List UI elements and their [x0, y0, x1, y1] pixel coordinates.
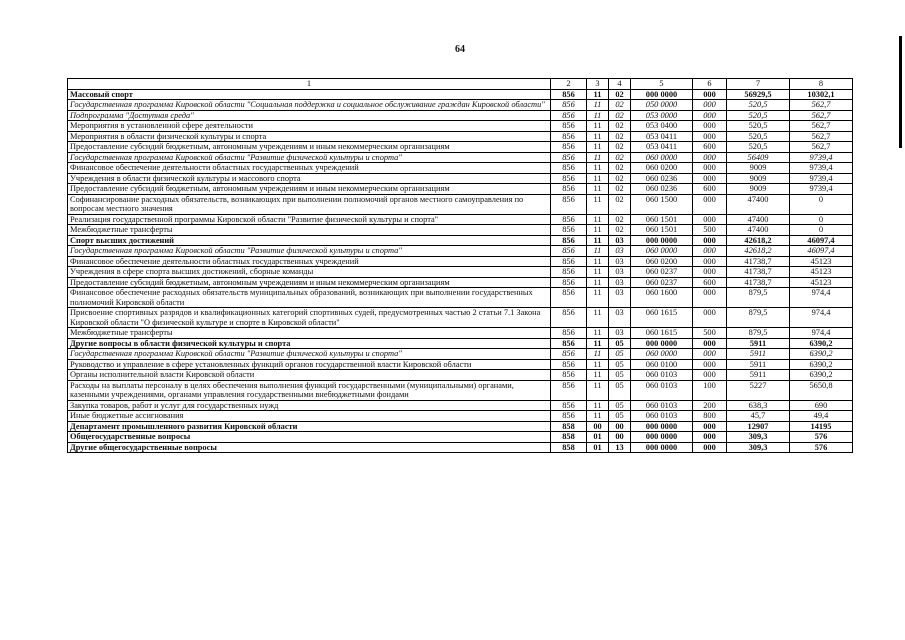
table-row	[68, 432, 853, 443]
row-amount-1-cell: 309,3	[727, 442, 790, 453]
row-name-cell: Государственная программа Кировской области "Развитие физической культуры и спорта"	[68, 246, 551, 257]
row-amount-1-cell: 47400	[727, 225, 790, 236]
row-code-cell: 856	[551, 400, 587, 411]
table-row	[68, 121, 853, 132]
row-name-cell: Государственная программа Кировской области "Развитие физической культуры и спорта"	[68, 152, 551, 163]
table-row	[68, 246, 853, 257]
row-section-cell: 11	[587, 411, 609, 422]
row-name-cell: Реализация государственной программы Кировской области "Развитие физической культуры и спорта"	[68, 214, 551, 225]
row-target-article-cell: 050 0000	[631, 100, 693, 111]
row-subsection-cell: 02	[609, 89, 631, 100]
row-section-cell: 11	[587, 194, 609, 214]
row-expense-type-cell: 000	[693, 89, 727, 100]
header-cell-5: 5	[631, 79, 693, 90]
row-name-cell: Закупка товаров, работ и услуг для государственных нужд	[68, 400, 551, 411]
row-code-cell: 856	[551, 100, 587, 111]
row-amount-2-cell: 45123	[790, 267, 853, 278]
row-subsection-cell: 02	[609, 152, 631, 163]
row-name-cell: Другие общегосударственные вопросы	[68, 442, 551, 453]
row-target-article-cell: 060 0237	[631, 267, 693, 278]
row-target-article-cell: 000 0000	[631, 338, 693, 349]
row-expense-type-cell: 000	[693, 235, 727, 246]
row-code-cell: 856	[551, 194, 587, 214]
row-expense-type-cell: 000	[693, 370, 727, 381]
row-code-cell: 856	[551, 411, 587, 422]
row-section-cell: 11	[587, 400, 609, 411]
row-expense-type-cell: 000	[693, 131, 727, 142]
row-subsection-cell: 03	[609, 267, 631, 278]
row-amount-1-cell: 41738,7	[727, 267, 790, 278]
row-name-cell: Финансовое обеспечение деятельности областных государственных учреждений	[68, 163, 551, 174]
row-code-cell: 856	[551, 131, 587, 142]
row-subsection-cell: 02	[609, 214, 631, 225]
row-target-article-cell: 053 0411	[631, 131, 693, 142]
row-subsection-cell: 02	[609, 121, 631, 132]
row-expense-type-cell: 000	[693, 267, 727, 278]
row-amount-2-cell: 45123	[790, 277, 853, 288]
row-name-cell: Подпрограмма "Доступная среда"	[68, 110, 551, 121]
row-amount-1-cell: 879,5	[727, 308, 790, 328]
row-subsection-cell: 05	[609, 338, 631, 349]
row-amount-2-cell: 6390,2	[790, 359, 853, 370]
row-amount-2-cell: 576	[790, 432, 853, 443]
row-section-cell: 11	[587, 246, 609, 257]
table-header-row	[68, 79, 853, 90]
row-section-cell: 11	[587, 328, 609, 339]
row-target-article-cell: 000 0000	[631, 421, 693, 432]
row-expense-type-cell: 600	[693, 184, 727, 195]
row-target-article-cell: 000 0000	[631, 235, 693, 246]
row-subsection-cell: 05	[609, 349, 631, 360]
row-name-cell: Учреждения в сфере спорта высших достижений, сборные команды	[68, 267, 551, 278]
row-amount-2-cell: 562,7	[790, 131, 853, 142]
row-name-cell: Общегосударственные вопросы	[68, 432, 551, 443]
row-target-article-cell: 060 1500	[631, 194, 693, 214]
row-expense-type-cell: 800	[693, 411, 727, 422]
header-cell-2: 2	[551, 79, 587, 90]
table-row	[68, 100, 853, 111]
row-subsection-cell: 02	[609, 225, 631, 236]
row-target-article-cell: 060 0236	[631, 184, 693, 195]
table-row	[68, 214, 853, 225]
table-row	[68, 194, 853, 214]
table-row	[68, 256, 853, 267]
row-name-cell: Массовый спорт	[68, 89, 551, 100]
row-expense-type-cell: 500	[693, 225, 727, 236]
row-amount-1-cell: 5911	[727, 349, 790, 360]
row-amount-2-cell: 6390,2	[790, 370, 853, 381]
row-subsection-cell: 13	[609, 442, 631, 453]
row-target-article-cell: 060 0103	[631, 400, 693, 411]
row-amount-1-cell: 5911	[727, 338, 790, 349]
row-section-cell: 11	[587, 235, 609, 246]
row-amount-2-cell: 974,4	[790, 308, 853, 328]
row-name-cell: Мероприятия в области физической культуры и спорта	[68, 131, 551, 142]
header-cell-4: 4	[609, 79, 631, 90]
row-target-article-cell: 060 0237	[631, 277, 693, 288]
row-name-cell: Руководство и управление в сфере установленных функций органов государственной власти Кировской области	[68, 359, 551, 370]
row-amount-2-cell: 0	[790, 194, 853, 214]
row-target-article-cell: 000 0000	[631, 442, 693, 453]
row-amount-1-cell: 9009	[727, 163, 790, 174]
row-code-cell: 856	[551, 328, 587, 339]
row-amount-1-cell: 5227	[727, 380, 790, 400]
row-subsection-cell: 02	[609, 173, 631, 184]
row-name-cell: Мероприятия в установленной сфере деятельности	[68, 121, 551, 132]
row-code-cell: 856	[551, 380, 587, 400]
row-code-cell: 856	[551, 142, 587, 153]
table-row	[68, 359, 853, 370]
row-name-cell: Межбюджетные трансферты	[68, 225, 551, 236]
row-expense-type-cell: 000	[693, 110, 727, 121]
row-amount-1-cell: 47400	[727, 214, 790, 225]
table-row	[68, 421, 853, 432]
row-subsection-cell: 03	[609, 256, 631, 267]
row-target-article-cell: 060 0000	[631, 349, 693, 360]
row-expense-type-cell: 000	[693, 308, 727, 328]
row-amount-1-cell: 309,3	[727, 432, 790, 443]
row-subsection-cell: 03	[609, 246, 631, 257]
row-amount-2-cell: 9739,4	[790, 184, 853, 195]
row-target-article-cell: 060 0200	[631, 256, 693, 267]
row-section-cell: 11	[587, 214, 609, 225]
row-amount-1-cell: 41738,7	[727, 256, 790, 267]
row-amount-1-cell: 520,5	[727, 131, 790, 142]
row-section-cell: 01	[587, 442, 609, 453]
row-amount-1-cell: 520,5	[727, 142, 790, 153]
row-subsection-cell: 02	[609, 163, 631, 174]
row-target-article-cell: 060 1615	[631, 328, 693, 339]
row-expense-type-cell: 000	[693, 214, 727, 225]
row-name-cell: Присвоение спортивных разрядов и квалификационных категорий спортивных судей, предусмотренных частью 2 статьи 7.1 Закона Кировской области "О физической культуре и спорте в Кировской области"	[68, 308, 551, 328]
row-subsection-cell: 05	[609, 380, 631, 400]
row-target-article-cell: 000 0000	[631, 432, 693, 443]
table-row	[68, 338, 853, 349]
row-subsection-cell: 02	[609, 184, 631, 195]
row-section-cell: 11	[587, 225, 609, 236]
table-row	[68, 370, 853, 381]
row-expense-type-cell: 000	[693, 163, 727, 174]
table-row	[68, 142, 853, 153]
row-amount-1-cell: 520,5	[727, 100, 790, 111]
row-expense-type-cell: 000	[693, 442, 727, 453]
table-row	[68, 89, 853, 100]
row-name-cell: Государственная программа Кировской области "Развитие физической культуры и спорта"	[68, 349, 551, 360]
row-section-cell: 11	[587, 338, 609, 349]
table-row	[68, 131, 853, 142]
row-expense-type-cell: 600	[693, 142, 727, 153]
row-section-cell: 11	[587, 370, 609, 381]
row-amount-2-cell: 562,7	[790, 142, 853, 153]
row-amount-1-cell: 12907	[727, 421, 790, 432]
row-amount-2-cell: 9739,4	[790, 163, 853, 174]
row-expense-type-cell: 000	[693, 288, 727, 308]
row-section-cell: 11	[587, 359, 609, 370]
row-code-cell: 856	[551, 173, 587, 184]
row-section-cell: 11	[587, 184, 609, 195]
row-name-cell: Спорт высших достижений	[68, 235, 551, 246]
row-expense-type-cell: 000	[693, 432, 727, 443]
row-code-cell: 856	[551, 184, 587, 195]
row-expense-type-cell: 200	[693, 400, 727, 411]
row-code-cell: 856	[551, 349, 587, 360]
row-amount-2-cell: 14195	[790, 421, 853, 432]
row-target-article-cell: 060 1615	[631, 308, 693, 328]
row-expense-type-cell: 000	[693, 194, 727, 214]
row-name-cell: Органы исполнительной власти Кировской области	[68, 370, 551, 381]
row-expense-type-cell: 000	[693, 421, 727, 432]
table-row	[68, 308, 853, 328]
row-section-cell: 11	[587, 349, 609, 360]
row-name-cell: Иные бюджетные ассигнования	[68, 411, 551, 422]
row-code-cell: 856	[551, 338, 587, 349]
row-name-cell: Софинансирование расходных обязательств, возникающих при выполнении полномочий органов местного самоуправления по вопросам местного значения	[68, 194, 551, 214]
row-amount-2-cell: 49,4	[790, 411, 853, 422]
row-code-cell: 856	[551, 288, 587, 308]
row-section-cell: 11	[587, 277, 609, 288]
row-code-cell: 858	[551, 421, 587, 432]
row-section-cell: 11	[587, 89, 609, 100]
row-amount-2-cell: 974,4	[790, 328, 853, 339]
row-amount-1-cell: 5911	[727, 359, 790, 370]
row-amount-1-cell: 9009	[727, 184, 790, 195]
table-row	[68, 277, 853, 288]
page-number: 64	[455, 44, 465, 55]
row-subsection-cell: 05	[609, 400, 631, 411]
row-amount-2-cell: 6390,2	[790, 338, 853, 349]
row-code-cell: 856	[551, 256, 587, 267]
row-code-cell: 856	[551, 235, 587, 246]
row-amount-2-cell: 5650,8	[790, 380, 853, 400]
row-amount-1-cell: 45,7	[727, 411, 790, 422]
row-subsection-cell: 05	[609, 370, 631, 381]
row-code-cell: 856	[551, 246, 587, 257]
row-subsection-cell: 02	[609, 142, 631, 153]
row-target-article-cell: 060 0100	[631, 359, 693, 370]
row-amount-2-cell: 10302,1	[790, 89, 853, 100]
row-name-cell: Департамент промышленного развития Кировской области	[68, 421, 551, 432]
budget-table	[67, 78, 853, 453]
row-amount-2-cell: 974,4	[790, 288, 853, 308]
row-target-article-cell: 060 0236	[631, 173, 693, 184]
scan-edge-mark	[899, 36, 902, 148]
row-section-cell: 11	[587, 173, 609, 184]
row-amount-1-cell: 638,3	[727, 400, 790, 411]
row-code-cell: 856	[551, 267, 587, 278]
row-name-cell: Учреждения в области физической культуры и массового спорта	[68, 173, 551, 184]
row-subsection-cell: 00	[609, 421, 631, 432]
row-expense-type-cell: 000	[693, 173, 727, 184]
row-amount-1-cell: 42618,2	[727, 235, 790, 246]
row-amount-1-cell: 520,5	[727, 121, 790, 132]
row-expense-type-cell: 000	[693, 256, 727, 267]
row-code-cell: 856	[551, 89, 587, 100]
row-target-article-cell: 060 0103	[631, 380, 693, 400]
row-amount-1-cell: 9009	[727, 173, 790, 184]
row-name-cell: Расходы на выплаты персоналу в целях обеспечения выполнения функций государственными (муниципальными) органами, казенными учреждениями, органами управления государственными внебюджетными фондами	[68, 380, 551, 400]
row-amount-2-cell: 562,7	[790, 110, 853, 121]
table-row	[68, 442, 853, 453]
row-amount-2-cell: 0	[790, 214, 853, 225]
row-code-cell: 856	[551, 110, 587, 121]
row-code-cell: 856	[551, 152, 587, 163]
table-row	[68, 163, 853, 174]
row-section-cell: 00	[587, 421, 609, 432]
row-amount-2-cell: 46097,4	[790, 235, 853, 246]
row-subsection-cell: 03	[609, 235, 631, 246]
row-subsection-cell: 02	[609, 131, 631, 142]
row-code-cell: 856	[551, 163, 587, 174]
row-amount-2-cell: 9739,4	[790, 152, 853, 163]
row-expense-type-cell: 000	[693, 152, 727, 163]
row-expense-type-cell: 000	[693, 359, 727, 370]
row-expense-type-cell: 000	[693, 349, 727, 360]
row-code-cell: 856	[551, 277, 587, 288]
header-cell-6: 6	[693, 79, 727, 90]
row-code-cell: 858	[551, 442, 587, 453]
row-section-cell: 11	[587, 267, 609, 278]
row-name-cell: Предоставление субсидий бюджетным, автономным учреждениям и иным некоммерческим организациям	[68, 142, 551, 153]
row-amount-1-cell: 56409	[727, 152, 790, 163]
row-section-cell: 11	[587, 380, 609, 400]
header-cell-1: 1	[68, 79, 551, 90]
header-cell-3: 3	[587, 79, 609, 90]
row-target-article-cell: 060 0200	[631, 163, 693, 174]
table-row	[68, 152, 853, 163]
row-name-cell: Предоставление субсидий бюджетным, автономным учреждениям и иным некоммерческим организациям	[68, 277, 551, 288]
row-expense-type-cell: 000	[693, 338, 727, 349]
row-code-cell: 856	[551, 308, 587, 328]
row-amount-1-cell: 520,5	[727, 110, 790, 121]
table-row	[68, 288, 853, 308]
table-row	[68, 380, 853, 400]
row-amount-2-cell: 562,7	[790, 121, 853, 132]
table-row	[68, 411, 853, 422]
row-expense-type-cell: 100	[693, 380, 727, 400]
table-row	[68, 110, 853, 121]
row-amount-2-cell: 9739,4	[790, 173, 853, 184]
row-target-article-cell: 053 0400	[631, 121, 693, 132]
row-amount-2-cell: 690	[790, 400, 853, 411]
row-subsection-cell: 03	[609, 308, 631, 328]
row-expense-type-cell: 000	[693, 246, 727, 257]
row-amount-2-cell: 6390,2	[790, 349, 853, 360]
header-cell-8: 8	[790, 79, 853, 90]
table-row	[68, 184, 853, 195]
row-section-cell: 11	[587, 288, 609, 308]
row-subsection-cell: 03	[609, 288, 631, 308]
row-amount-2-cell: 45123	[790, 256, 853, 267]
row-target-article-cell: 000 0000	[631, 89, 693, 100]
header-cell-7: 7	[727, 79, 790, 90]
row-subsection-cell: 03	[609, 277, 631, 288]
row-code-cell: 856	[551, 370, 587, 381]
row-subsection-cell: 02	[609, 100, 631, 111]
row-target-article-cell: 060 0000	[631, 246, 693, 257]
row-subsection-cell: 05	[609, 411, 631, 422]
row-section-cell: 11	[587, 100, 609, 111]
row-expense-type-cell: 000	[693, 121, 727, 132]
table-row	[68, 225, 853, 236]
row-amount-1-cell: 42618,2	[727, 246, 790, 257]
table-row	[68, 235, 853, 246]
row-section-cell: 01	[587, 432, 609, 443]
row-amount-1-cell: 56929,5	[727, 89, 790, 100]
row-code-cell: 856	[551, 214, 587, 225]
row-amount-2-cell: 562,7	[790, 100, 853, 111]
table-row	[68, 267, 853, 278]
row-amount-1-cell: 879,5	[727, 328, 790, 339]
row-name-cell: Предоставление субсидий бюджетным, автономным учреждениям и иным некоммерческим организациям	[68, 184, 551, 195]
table-row	[68, 400, 853, 411]
row-target-article-cell: 060 0103	[631, 411, 693, 422]
row-target-article-cell: 053 0000	[631, 110, 693, 121]
row-amount-2-cell: 576	[790, 442, 853, 453]
row-section-cell: 11	[587, 110, 609, 121]
row-amount-2-cell: 0	[790, 225, 853, 236]
row-section-cell: 11	[587, 308, 609, 328]
row-target-article-cell: 060 0000	[631, 152, 693, 163]
row-subsection-cell: 02	[609, 194, 631, 214]
row-subsection-cell: 02	[609, 110, 631, 121]
row-section-cell: 11	[587, 163, 609, 174]
row-target-article-cell: 053 0411	[631, 142, 693, 153]
row-amount-1-cell: 47400	[727, 194, 790, 214]
row-expense-type-cell: 500	[693, 328, 727, 339]
row-amount-2-cell: 46097,4	[790, 246, 853, 257]
row-target-article-cell: 060 1600	[631, 288, 693, 308]
row-section-cell: 11	[587, 131, 609, 142]
row-amount-1-cell: 879,5	[727, 288, 790, 308]
row-section-cell: 11	[587, 142, 609, 153]
row-name-cell: Финансовое обеспечение деятельности областных государственных учреждений	[68, 256, 551, 267]
row-amount-1-cell: 41738,7	[727, 277, 790, 288]
row-target-article-cell: 060 1501	[631, 214, 693, 225]
row-subsection-cell: 03	[609, 328, 631, 339]
row-code-cell: 856	[551, 121, 587, 132]
row-name-cell: Финансовое обеспечение расходных обязательств муниципальных образований, возникающих при выполнении государственных полномочий Кировской области	[68, 288, 551, 308]
row-section-cell: 11	[587, 256, 609, 267]
table-row	[68, 328, 853, 339]
table-row	[68, 349, 853, 360]
row-amount-1-cell: 5911	[727, 370, 790, 381]
row-name-cell: Другие вопросы в области физической культуры и спорта	[68, 338, 551, 349]
row-name-cell: Государственная программа Кировской области "Социальная поддержка и социальное обслуживание граждан Кировской области"	[68, 100, 551, 111]
row-expense-type-cell: 000	[693, 100, 727, 111]
row-target-article-cell: 060 1501	[631, 225, 693, 236]
table-row	[68, 173, 853, 184]
row-section-cell: 11	[587, 152, 609, 163]
row-subsection-cell: 00	[609, 432, 631, 443]
row-section-cell: 11	[587, 121, 609, 132]
row-code-cell: 858	[551, 432, 587, 443]
row-code-cell: 856	[551, 359, 587, 370]
row-name-cell: Межбюджетные трансферты	[68, 328, 551, 339]
row-code-cell: 856	[551, 225, 587, 236]
row-subsection-cell: 05	[609, 359, 631, 370]
row-expense-type-cell: 600	[693, 277, 727, 288]
row-target-article-cell: 060 0103	[631, 370, 693, 381]
